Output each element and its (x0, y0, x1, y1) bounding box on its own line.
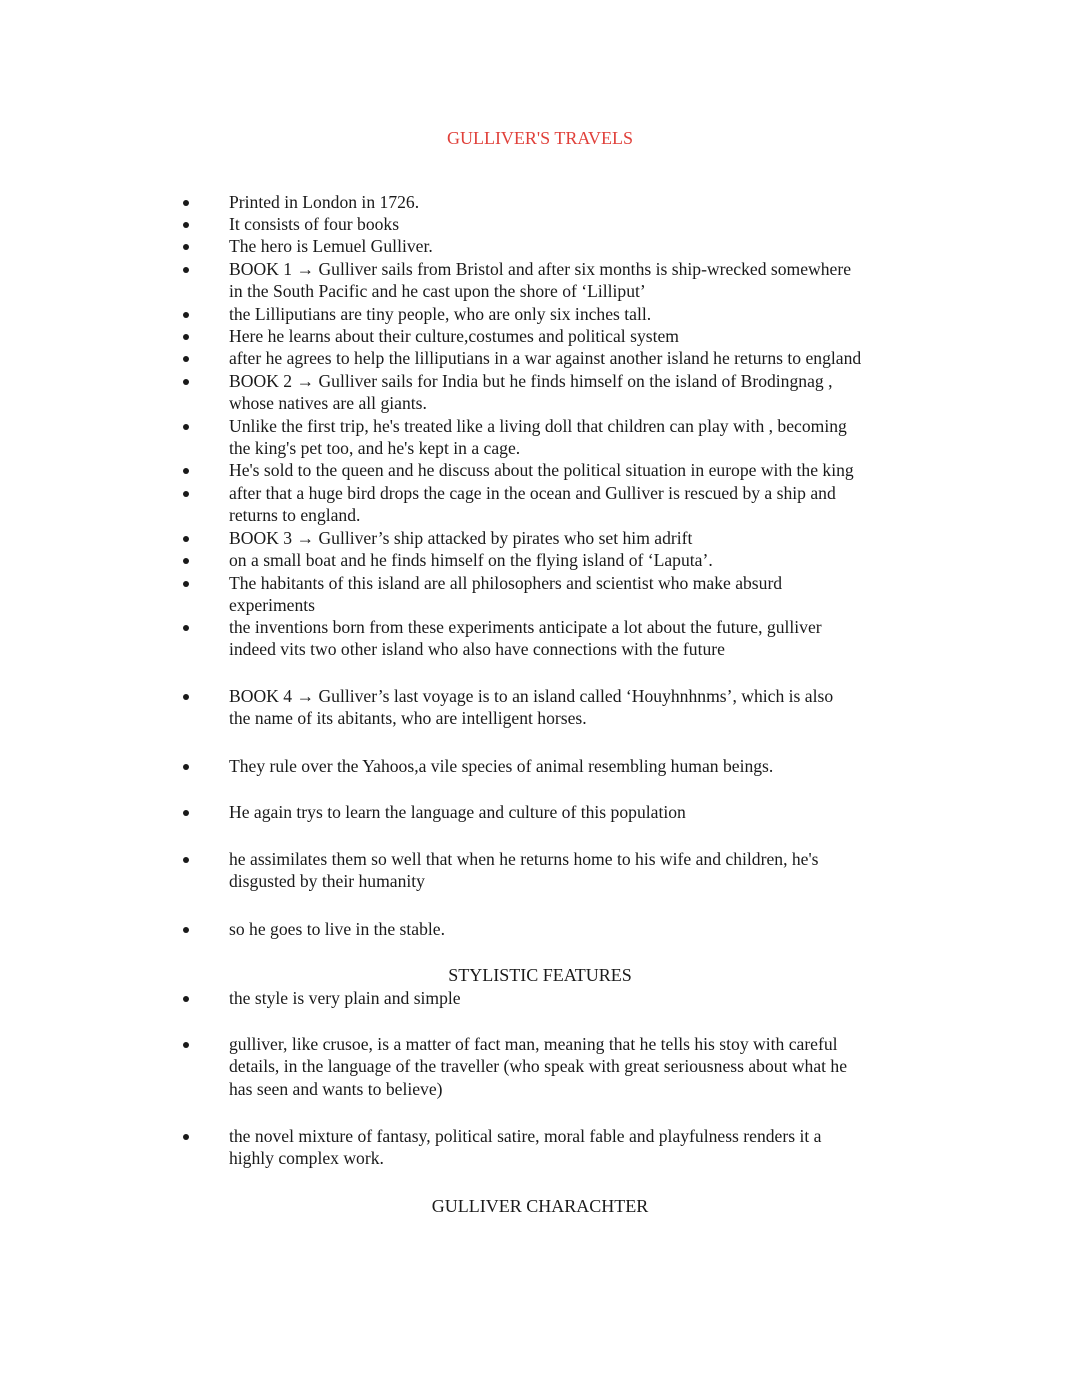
list-item-line: details, in the language of the traveller (who speak with great seriousness about what he (229, 1056, 848, 1077)
list-item-line: The habitants of this island are all philosophers and scientist who make absurd (229, 573, 783, 593)
list-item-line: highly complex work. (229, 1148, 384, 1169)
list-item-line: It consists of four books (229, 214, 400, 234)
list-item-line: the inventions born from these experiments anticipate a lot about the future, gulliver (229, 617, 822, 637)
list-item-line: indeed vits two other island who also have connections with the future (229, 639, 725, 660)
bullet-icon (183, 810, 191, 818)
list-item-line: BOOK 2 → Gulliver sails for India but he finds himself on the island of Brodingnag , (229, 371, 833, 391)
section-heading-gulliver-character: GULLIVER CHARACHTER (431, 1196, 649, 1216)
list-item-line: Here he learns about their culture,costumes and political system (229, 326, 679, 346)
list-item-line: the novel mixture of fantasy, political satire, moral fable and playfulness renders it a (229, 1126, 822, 1146)
list-item-line: BOOK 3 → Gulliver’s ship attacked by pirates who set him adrift (229, 528, 693, 548)
section-heading-stylistic-features: STYLISTIC FEATURES (448, 965, 632, 985)
list-item (229, 213, 919, 235)
list-item-line: Unlike the first trip, he's treated like a living doll that children can play with , becoming (229, 416, 847, 436)
list-item-line: He's sold to the queen and he discuss about the political situation in europe with the king (229, 460, 854, 480)
list-item-line: so he goes to live in the stable. (229, 919, 445, 939)
list-item-line: The hero is Lemuel Gulliver. (229, 236, 433, 256)
list-item-line: the style is very plain and simple (229, 988, 461, 1008)
list-item-line: the Lilliputians are tiny people, who are only six inches tall. (229, 304, 652, 324)
list-item (229, 325, 919, 347)
list-item (229, 459, 919, 481)
bullet-icon (183, 200, 191, 208)
bullet-icon (183, 996, 191, 1004)
list-item-line: the king's pet too, and he's kept in a cage. (229, 438, 521, 459)
list-item-line: He again trys to learn the language and culture of this population (229, 802, 686, 822)
list-item (229, 482, 919, 527)
list-item (229, 258, 919, 303)
bullet-icon (183, 1042, 191, 1050)
bullet-icon (183, 558, 191, 566)
list-item-line: whose natives are all giants. (229, 393, 427, 414)
list-item (229, 303, 919, 325)
list-item (229, 572, 919, 617)
list-item-line: They rule over the Yahoos,a vile species of animal resembling human beings. (229, 756, 774, 776)
bullet-icon (183, 334, 191, 342)
list-item (229, 987, 919, 1009)
list-item (229, 616, 919, 661)
list-item (229, 415, 919, 460)
list-item-line: has seen and wants to believe) (229, 1078, 443, 1099)
bullet-icon (183, 625, 191, 633)
list-item (229, 347, 919, 369)
bullet-icon (183, 244, 191, 252)
list-item-line: on a small boat and he finds himself on the flying island of ‘Laputa’. (229, 550, 713, 570)
bullet-icon (183, 267, 191, 275)
bullet-icon (183, 1134, 191, 1142)
list-item-line: experiments (229, 595, 315, 616)
list-item (229, 549, 919, 571)
bullet-icon (183, 536, 191, 544)
bullet-icon (183, 764, 191, 772)
bullet-icon (183, 468, 191, 476)
list-item (229, 755, 919, 777)
bullet-icon (183, 694, 191, 702)
document-title: GULLIVER'S TRAVELS (446, 128, 634, 148)
list-item-line: after he agrees to help the lilliputians in a war against another island he returns to england (229, 348, 862, 368)
list-item-line: disgusted by their humanity (229, 871, 425, 892)
bullet-icon (183, 927, 191, 935)
list-item-line: he assimilates them so well that when he returns home to his wife and children, he's (229, 849, 819, 869)
list-item-line: the name of its abitants, who are intelligent horses. (229, 708, 587, 729)
list-item-line: BOOK 4 → Gulliver’s last voyage is to an island called ‘Houyhnhnms’, which is also (229, 686, 834, 706)
list-item-line: after that a huge bird drops the cage in the ocean and Gulliver is rescued by a ship and (229, 483, 836, 503)
list-item (229, 370, 919, 415)
list-item-line: Printed in London in 1726. (229, 192, 420, 212)
list-item (229, 685, 919, 730)
list-item (229, 918, 919, 940)
list-item (229, 848, 919, 893)
list-item (229, 1033, 919, 1100)
list-item (229, 235, 919, 257)
bullet-icon (183, 312, 191, 320)
list-item-line: BOOK 1 → Gulliver sails from Bristol and after six months is ship-wrecked somewhere (229, 259, 852, 279)
bullet-icon (183, 424, 191, 432)
list-item (229, 1125, 919, 1170)
bullet-icon (183, 581, 191, 589)
list-item-line: returns to england. (229, 505, 361, 526)
list-item (229, 527, 919, 549)
bullet-icon (183, 356, 191, 364)
bullet-icon (183, 491, 191, 499)
bullet-icon (183, 379, 191, 387)
list-item-line: gulliver, like crusoe, is a matter of fact man, meaning that he tells his stoy with careful (229, 1034, 838, 1054)
bullet-icon (183, 222, 191, 230)
list-item (229, 801, 919, 823)
list-item (229, 191, 919, 213)
bullet-icon (183, 857, 191, 865)
list-item-line: in the South Pacific and he cast upon the shore of ‘Lilliput’ (229, 281, 646, 302)
